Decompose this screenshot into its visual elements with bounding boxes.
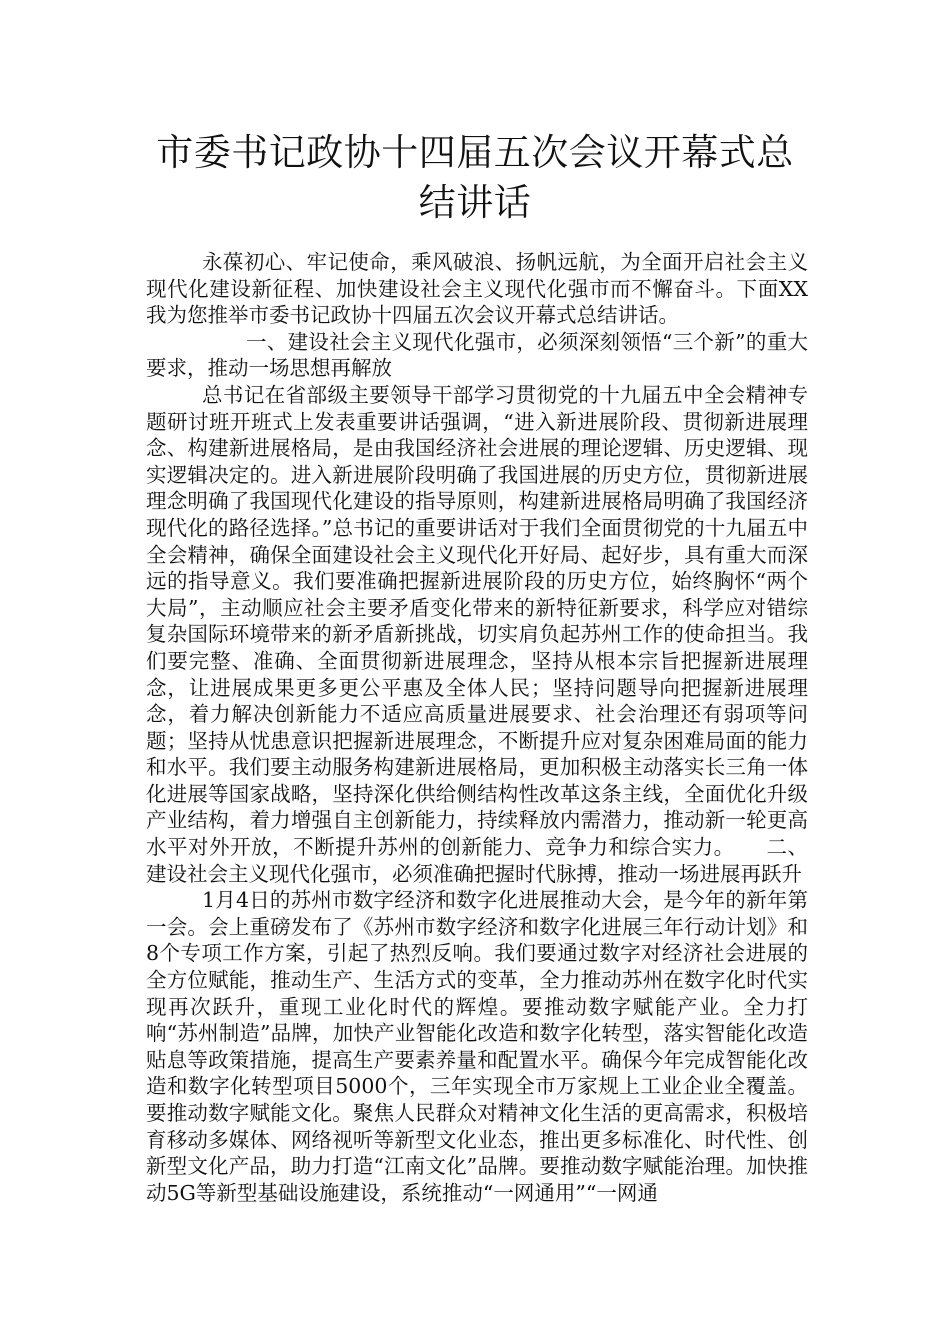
body-paragraph-2: 1月4日的苏州市数字经济和数字化进展推动大会，是今年的新年第一会。会上重磅发布了《苏州市数字经济和数字化进展三年行动计划》和8个专项工作方案，引起了热烈反响。我们要通过数字对经济社会进展的全方位赋能，推动生产、生活方式的变革，全力推动苏州在数字化时代实现再次跃升，重现工业化时代的辉煌。要推动数字赋能产业。全力打响“苏州制造”品牌，加快产业智能化改造和数字化转型，落实智能化改造贴息等政策措施，提高生产要素养量和配置水平。确保今年完成智能化改造和数字化转型项目5000个，三年实现全市万家规上工业企业全覆盖。要推动数字赋能文化。聚焦人民群众对精神文化生活的更高需求，积极培育移动多媒体、网络视听等新型文化业态，推出更多标准化、时代性、创新型文化产品，助力打造“江南文化”品牌。要推动数字赋能治理。加快推动5G等新型基础设施建设，系统推动“一网通用”“一网通 <box>146 888 808 1205</box>
document-body <box>146 249 808 1206</box>
section-heading-1: 一、建设社会主义现代化强市，必须深刻领悟“三个新”的重大要求，推动一场思想再解放 <box>146 329 808 381</box>
intro-paragraph: 永葆初心、牢记使命，乘风破浪、扬帆远航，为全面开启社会主义现代化建设新征程、加快建设社会主义现代化强市而不懈奋斗。下面XX我为您推举市委书记政协十四届五次会议开幕式总结讲话。 <box>146 250 808 328</box>
body-paragraph-1: 总书记在省部级主要领导干部学习贯彻党的十九届五中全会精神专题研讨班开班式上发表重要讲话强调，“进入新进展阶段、贯彻新进展理念、构建新进展格局，是由我国经济社会进展的理论逻辑、历史逻辑、现实逻辑决定的。进入新进展阶段明确了我国进展的历史方位，贯彻新进展理念明确了我国现代化建设的指导原则，构建新进展格局明确了我国经济现代化的路径选择。”总书记的重要讲话对于我们全面贯彻党的十九届五中全会精神，确保全面建设社会主义现代化开好局、起好步，具有重大而深远的指导意义。我们要准确把握新进展阶段的历史方位，始终胸怀“两个大局”，主动顺应社会主要矛盾变化带来的新特征新要求，科学应对错综复杂国际环境带来的新矛盾新挑战，切实肩负起苏州工作的使命担当。我们要完整、准确、全面贯彻新进展理念，坚持从根本宗旨把握新进展理念，让进展成果更多更公平惠及全体人民；坚持问题导向把握新进展理念，着力解决创新能力不适应高质量进展要求、社会治理还有弱项等问题；坚持从忧患意识把握新进展理念，不断提升应对复杂困难局面的能力和水平。我们要主动服务构建新进展格局，更加积极主动落实长三角一体化进展等国家战略，坚持深化供给侧结构性改革这条主线，全面优化升级产业结构，着力增强自主创新能力，持续释放内需潜力，推动新一轮更高水平对外开放，不断提升苏州的创新能力、竞争力和综合实力。 二、建设社会主义现代化强市，必须准确把握时代脉搏，推动一场进展再跃升 <box>146 382 808 886</box>
document-title: 市委书记政协十四届五次会议开幕式总结讲话 <box>156 131 794 224</box>
